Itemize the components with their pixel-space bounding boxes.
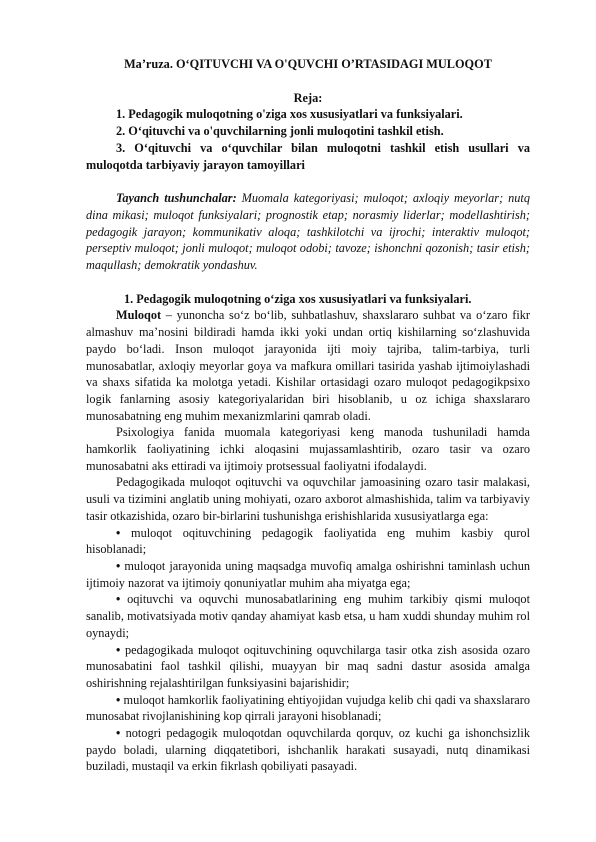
keywords-paragraph [86,190,530,274]
term-muloqot: Muloqot [116,308,162,323]
plan-list [86,106,530,173]
bullet-text: oqituvchi va oquvchi munosabatlarining eng muhim tarkibiy qismi muloqot sanalib, motivatsiyada motiv qanday ahamiyat kasb etsa, u ham xuddi shunday muhim rol oynaydi; [86,592,530,640]
keywords-text: Muomala kategoriyasi; muloqot; axloqiy meyorlar; nutq dina mikasi; muloqot funksiyalari; prognostik etap; norasmiy liderlar; modellashtirish; pedagogik jarayon; kommunikativ aloqa; tashkilotchi va ijrochi; interaktiv muloqot; perseptiv muloqot; jonli muloqot; muloqot odobi; tavoze; ishonchni qozonish; tasir etish; maqullash; demokratik yondashuv. [86,191,530,273]
plan-item: 1. Pedagogik muloqotning o'ziga xos xususiyatlari va funksiyalari. [116,107,463,122]
bullet-text: notogri pedagogik muloqotdan oquvchilarda qorquv, oz kuchi ga ishonchsizlik paydo boladi, ularning diqqatetibori, ishchanlik harakati susayadi, nutq dinamikasi buziladi, mustaqil va erkin fikrlash qobiliyati pasayadi. [86,726,530,774]
bullet-item [86,642,530,692]
bullet-item [86,525,530,558]
paragraph-psychology: Psixologiya fanida muomala kategoriyasi keng manoda tushuniladi hamda hamkorlik faoliyatining ichki aloqasini mujassamlashtirib, ozaro tasir va ozaro munosabatni aks ettiradi va ijtimoiy protsessual faoliyatni ifodalaydi. [86,425,530,473]
bullet-icon: • [116,726,121,741]
section-heading: 1. Pedagogik muloqotning o‘ziga xos xususiyatlari va funksiyalari. [124,291,472,306]
keywords-label: Tayanch tushunchalar: [116,191,237,206]
paragraph-muloqot-definition [86,307,530,424]
plan-heading: Reja: [293,90,323,105]
bullet-text: pedagogikada muloqot oqituvchining oquvchilarga tasir otka zish asosida ozaro munosabatini faol tashkil qilishi, muayyan bir maq sadni dastur asosida amalga oshirishning rejalashtirilgan funksiyasini bajarishidir; [86,642,530,690]
bullet-icon: • [116,692,121,707]
bullet-text: muloqot oqituvchining pedagogik faoliyatida eng muhim kasbiy qurol hisoblanadi; [86,525,530,557]
bullet-item [86,558,530,591]
plan-item: 2. O‘qituvchi va o'quvchilarning jonli muloqotini tashkil etish. [116,124,444,139]
plan-item: 3. O‘qituvchi va o‘quvchilar bilan muloqotni tashkil etish usullari va muloqotda tarbiyaviy jarayon tamoyillari [86,140,530,172]
bullet-icon: • [116,558,121,573]
bullet-icon: • [116,525,121,540]
bullet-item [86,591,530,641]
lecture-title: Ma’ruza. O‘QITUVCHI VA O'QUVCHI O’RTASIDAGI MULOQOT [124,57,492,71]
paragraph-text: – yunoncha so‘z bo‘lib, suhbatlashuv, shaxslararo suhbat va o‘zaro fikr almashuv ma’nosini bildiradi hamda ikki yoki undan ortiq kishilarning so‘zlashuvida paydo bo‘ladi. Inson muloqot jarayonida ijti moiy tajriba, talim-tarbiya, turli munosabatlar, axloqiy meyorlar goya va mafkura omillari tasirida yashab ijtimoiylashadi va shaxs sifatida ka molotga yetadi. Kishilar ortasidagi ozaro muloqot pedagogikpsixo logik fanlarning asosiy kategoriyalaridan biri hisoblanib, u oz ichiga shaxslararo munosabatning eng muhim mexanizmlarini qamrab oladi. [86,308,530,423]
bullet-icon: • [116,592,121,607]
bullet-text: muloqot hamkorlik faoliyatining ehtiyojidan vujudga kelib chi qadi va shaxslararo munosabat rivojlanishining kop qirrali jarayoni hisoblanadi; [86,692,530,724]
bullet-item [86,725,530,775]
bullet-icon: • [116,642,121,657]
bullet-text: muloqot jarayonida uning maqsadga muvofiq amalga oshirishni taminlash uchun ijtimoiy nazorat va ijtimoiy qonuniyatlar muhim aha miyatga ega; [86,558,530,590]
paragraph-pedagogy: Pedagogikada muloqot oqituvchi va oquvchilar jamoasining ozaro tasir malakasi, usuli va tizimini anglatib uning mohiyati, ozaro axborot almashishida, talim va tarbiyaviy tasir otkazishida, ozaro bir-birlarini tushunishga erishishlarida xususiyatlarga ega: [86,475,530,523]
bullet-item [86,692,530,725]
